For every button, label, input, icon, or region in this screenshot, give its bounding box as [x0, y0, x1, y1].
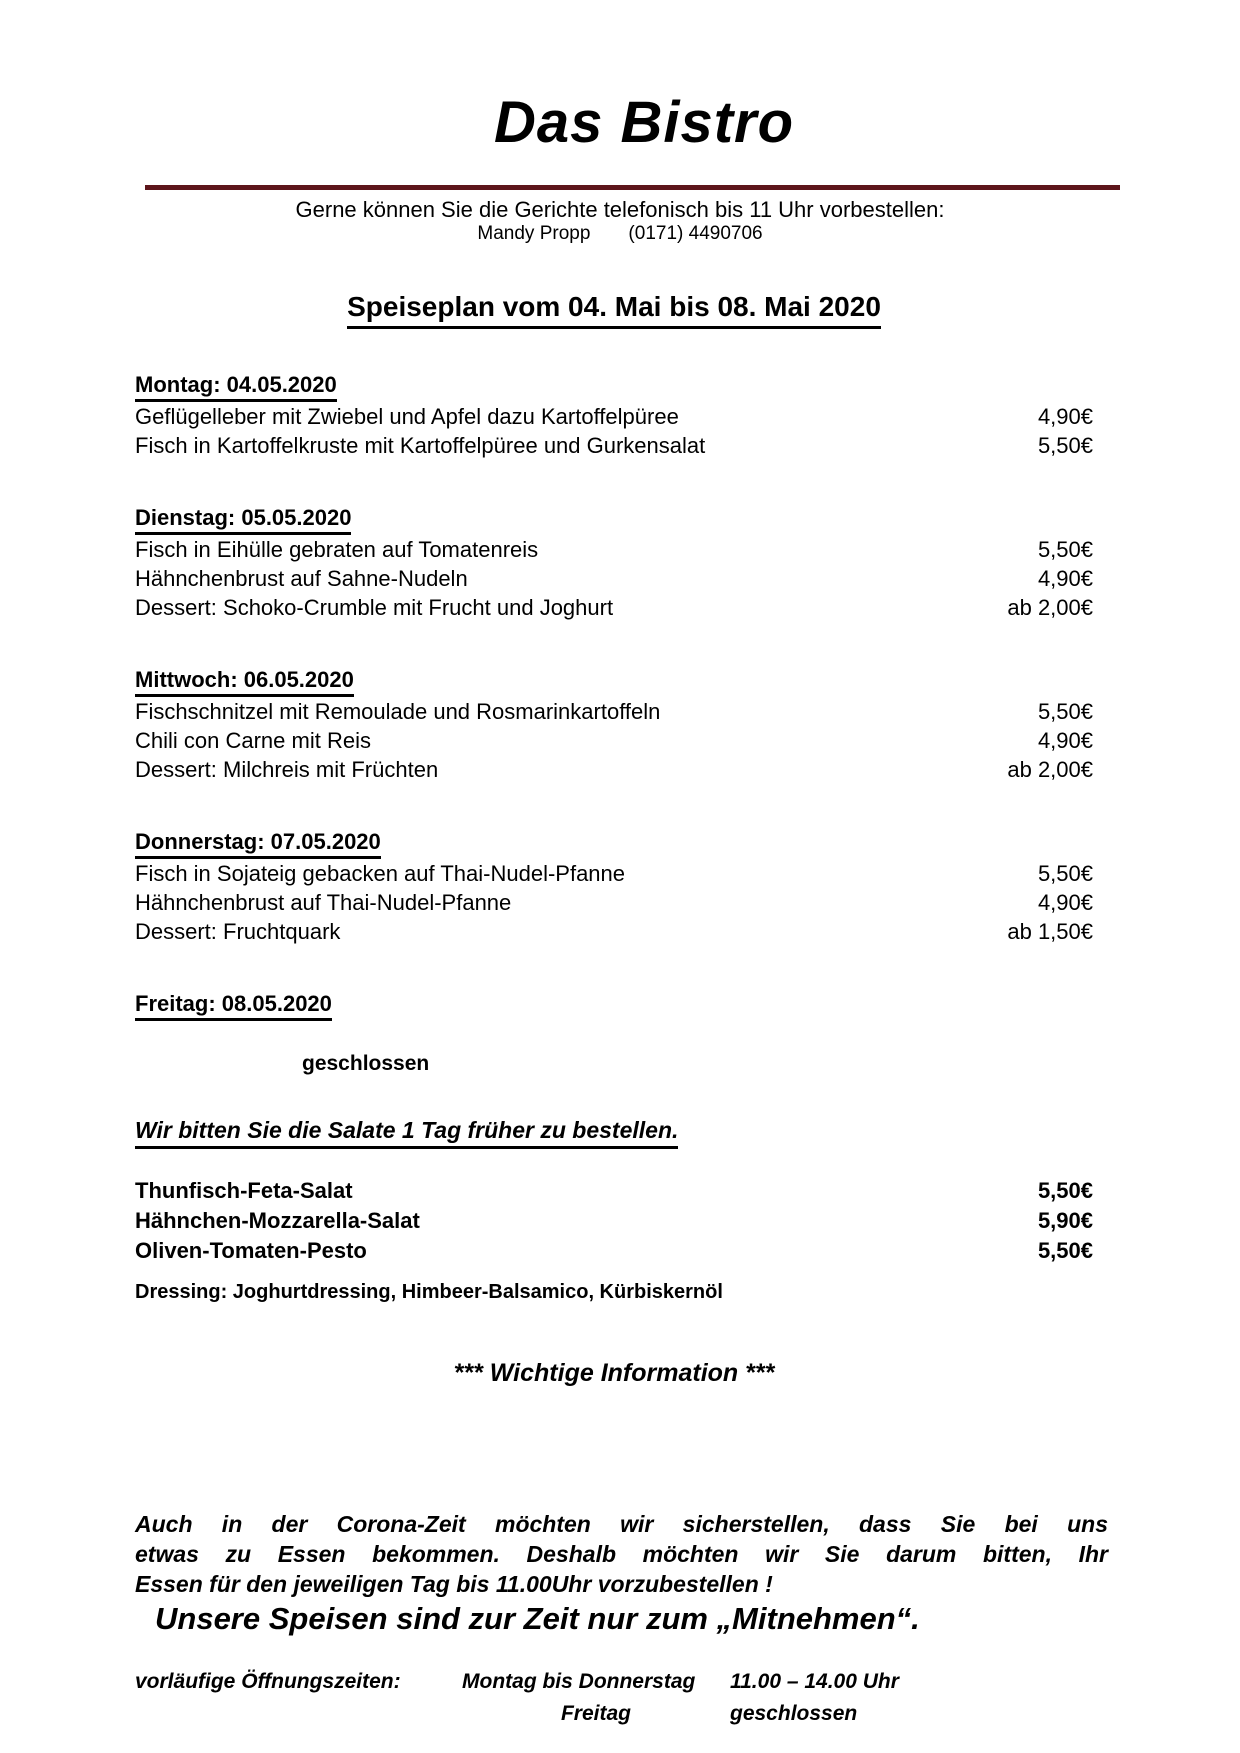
- contact-line: [0, 222, 1240, 246]
- menu-item-row: [135, 1206, 1093, 1236]
- menu-item-price: 4,90€: [1037, 403, 1093, 429]
- menu-item-price: 5,90€: [1037, 1207, 1093, 1233]
- menu-item-price: 5,50€: [1037, 860, 1093, 886]
- menu-item-price: 5,50€: [1037, 1237, 1093, 1263]
- menu-item-price: 5,50€: [1037, 698, 1093, 724]
- day-header: [135, 989, 1093, 1021]
- day-header: [135, 665, 1093, 697]
- day-header: [135, 370, 1093, 402]
- hours-days: Freitag: [560, 1701, 631, 1725]
- dressing-note: Dressing: Joghurtdressing, Himbeer-Balsamico, Kürbiskernöl: [135, 1280, 723, 1303]
- menu-item-name: Dessert: Schoko-Crumble mit Frucht und Joghurt: [135, 594, 614, 620]
- day-section: [135, 827, 1093, 946]
- opening-hours: [135, 1666, 1093, 1730]
- menu-item-row: [135, 431, 1093, 460]
- hours-row: [135, 1666, 1093, 1698]
- day-section: [135, 989, 1093, 1077]
- menu-item-row: [135, 697, 1093, 726]
- preorder-note: Gerne können Sie die Gerichte telefonisch bis 11 Uhr vorbestellen:: [295, 196, 945, 222]
- menu-item-name: Fisch in Sojateig gebacken auf Thai-Nudel-Pfanne: [135, 860, 626, 886]
- menu-item-name: Hähnchenbrust auf Thai-Nudel-Pfanne: [135, 889, 512, 915]
- day-header-label: Freitag: 08.05.2020: [135, 989, 332, 1021]
- important-info-heading: *** Wichtige Information ***: [453, 1358, 775, 1387]
- menu-item-name: Geflügelleber mit Zwiebel und Apfel dazu Kartoffelpüree: [135, 403, 679, 429]
- day-header-label: Dienstag: 05.05.2020: [135, 503, 351, 535]
- salad-list: [135, 1176, 1093, 1266]
- menu-item-name: Fischschnitzel mit Remoulade und Rosmarinkartoffeln: [135, 698, 661, 724]
- contact-phone: (0171) 4490706: [628, 222, 763, 244]
- hours-label: [135, 1698, 462, 1730]
- restaurant-title: Das Bistro: [493, 90, 795, 155]
- day-sections: [135, 370, 1093, 1077]
- menu-item-price: 4,90€: [1037, 889, 1093, 915]
- menu-item-row: [135, 593, 1093, 622]
- closed-note: geschlossen: [302, 1051, 430, 1075]
- corona-paragraph-line: Auch in der Corona-Zeit möchten wir sicherstellen, dass Sie bei uns: [135, 1510, 1108, 1537]
- menu-item-price: ab 2,00€: [1007, 756, 1093, 782]
- menu-item-row: [135, 564, 1093, 593]
- day-section: [135, 665, 1093, 784]
- contact-name: Mandy Propp: [477, 222, 591, 244]
- menu-item-price: ab 1,50€: [1007, 918, 1093, 944]
- menu-item-row: [135, 535, 1093, 564]
- menu-item-name: Dessert: Fruchtquark: [135, 918, 341, 944]
- menu-item-price: 4,90€: [1037, 727, 1093, 753]
- menu-item-name: Oliven-Tomaten-Pesto: [135, 1237, 367, 1263]
- title-divider-rule: [145, 185, 1120, 190]
- hours-row: [135, 1698, 1093, 1730]
- hours-days: Montag bis Donnerstag: [462, 1669, 696, 1693]
- menu-item-row: [135, 917, 1093, 946]
- day-header-label: Donnerstag: 07.05.2020: [135, 827, 381, 859]
- menu-item-row: [135, 402, 1093, 431]
- menu-item-name: Fisch in Eihülle gebraten auf Tomatenreis: [135, 536, 539, 562]
- hours-time: 11.00 – 14.00 Uhr: [730, 1669, 899, 1693]
- menu-item-name: Hähnchen-Mozzarella-Salat: [135, 1207, 420, 1233]
- day-section: [135, 503, 1093, 622]
- corona-paragraph-line: etwas zu Essen bekommen. Deshalb möchten wir Sie darum bitten, Ihr: [135, 1540, 1108, 1567]
- day-header: [135, 827, 1093, 859]
- menu-item-name: Chili con Carne mit Reis: [135, 727, 371, 753]
- hours-time: geschlossen: [730, 1701, 858, 1725]
- menu-item-name: Thunfisch-Feta-Salat: [135, 1177, 353, 1203]
- menu-item-name: Dessert: Milchreis mit Früchten: [135, 756, 439, 782]
- menu-item-price: 4,90€: [1037, 565, 1093, 591]
- salad-notice: Wir bitten Sie die Salate 1 Tag früher zu bestellen.: [135, 1115, 1093, 1149]
- menu-header: [0, 90, 1240, 246]
- day-section: [135, 370, 1093, 460]
- menu-body: [0, 290, 1240, 1730]
- menu-item-price: 5,50€: [1037, 432, 1093, 458]
- corona-paragraph: [135, 1509, 1108, 1599]
- menu-item-price: 5,50€: [1037, 536, 1093, 562]
- menu-item-row: [135, 859, 1093, 888]
- hours-label: vorläufige Öffnungszeiten:: [135, 1669, 401, 1693]
- menu-item-price: 5,50€: [1037, 1177, 1093, 1203]
- week-menu-heading: Speiseplan vom 04. Mai bis 08. Mai 2020: [135, 290, 1093, 329]
- corona-paragraph-line: Essen für den jeweiligen Tag bis 11.00Uhr vorzubestellen !: [135, 1570, 773, 1597]
- menu-item-row: [135, 1236, 1093, 1266]
- menu-item-price: ab 2,00€: [1007, 594, 1093, 620]
- menu-item-row: [135, 888, 1093, 917]
- menu-item-row: [135, 726, 1093, 755]
- takeaway-highlight: Unsere Speisen sind zur Zeit nur zum „Mitnehmen“.: [155, 1600, 920, 1636]
- day-header-label: Montag: 04.05.2020: [135, 370, 337, 402]
- menu-item-name: Hähnchenbrust auf Sahne-Nudeln: [135, 565, 468, 591]
- day-header: [135, 503, 1093, 535]
- menu-item-row: [135, 1176, 1093, 1206]
- menu-item-name: Fisch in Kartoffelkruste mit Kartoffelpüree und Gurkensalat: [135, 432, 706, 458]
- menu-item-row: [135, 755, 1093, 784]
- day-header-label: Mittwoch: 06.05.2020: [135, 665, 354, 697]
